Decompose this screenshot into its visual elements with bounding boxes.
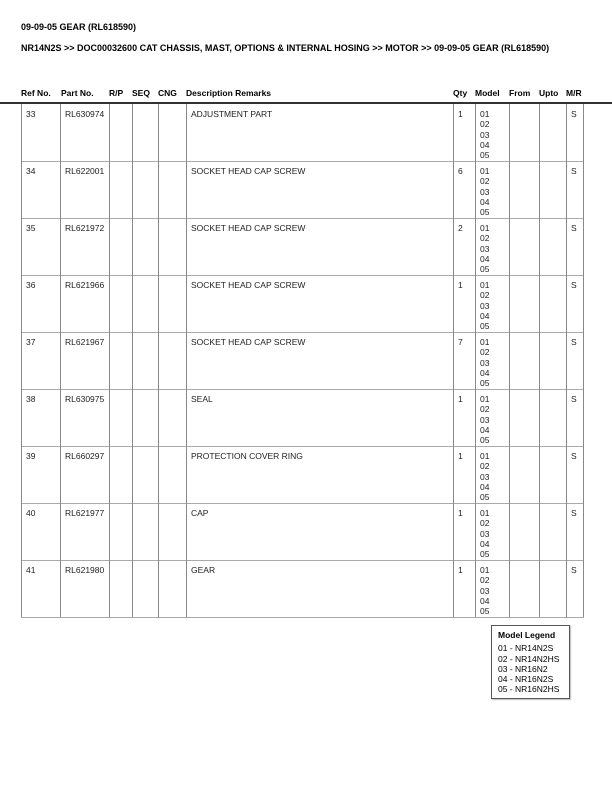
cell-empty (158, 104, 186, 161)
column-header: CNG (158, 88, 177, 98)
cell-part: RL660297 (60, 446, 109, 503)
table-row (21, 560, 584, 618)
cell-models: 01 02 03 04 05 (475, 389, 509, 446)
column-header: Model (475, 88, 500, 98)
cell-ref: 37 (21, 332, 60, 389)
column-header: Upto (539, 88, 559, 98)
legend-title: Model Legend (498, 630, 556, 640)
cell-empty (509, 161, 539, 218)
cell-ref: 41 (21, 560, 60, 617)
legend-item: 03 - NR16N2 (498, 663, 548, 674)
cell-empty (509, 560, 539, 617)
cell-models: 01 02 03 04 05 (475, 218, 509, 275)
cell-border (583, 389, 584, 446)
cell-desc: SOCKET HEAD CAP SCREW (186, 275, 453, 332)
cell-empty (539, 503, 566, 560)
cell-part: RL621967 (60, 332, 109, 389)
cell-part: RL621977 (60, 503, 109, 560)
cell-empty (132, 503, 158, 560)
cell-mr: S (566, 161, 584, 218)
cell-empty (539, 218, 566, 275)
cell-empty (109, 218, 132, 275)
column-header: R/P (109, 88, 124, 98)
cell-empty (132, 218, 158, 275)
cell-part: RL630974 (60, 104, 109, 161)
cell-empty (539, 389, 566, 446)
cell-empty (158, 332, 186, 389)
cell-qty: 1 (453, 104, 475, 161)
cell-border (583, 218, 584, 275)
column-header: M/R (566, 88, 582, 98)
legend-item: 02 - NR14N2HS (498, 653, 560, 664)
cell-ref: 40 (21, 503, 60, 560)
cell-empty (158, 389, 186, 446)
table-row (21, 104, 584, 162)
table-row (21, 503, 584, 561)
cell-mr: S (566, 389, 584, 446)
cell-empty (132, 389, 158, 446)
cell-border (583, 275, 584, 332)
cell-empty (509, 332, 539, 389)
cell-mr: S (566, 275, 584, 332)
cell-desc: SOCKET HEAD CAP SCREW (186, 332, 453, 389)
cell-qty: 2 (453, 218, 475, 275)
cell-empty (539, 332, 566, 389)
cell-qty: 1 (453, 560, 475, 617)
table-row (21, 332, 584, 390)
cell-desc: SOCKET HEAD CAP SCREW (186, 218, 453, 275)
cell-empty (109, 389, 132, 446)
cell-empty (109, 104, 132, 161)
column-header: From (509, 88, 531, 98)
cell-qty: 1 (453, 389, 475, 446)
table-row (21, 218, 584, 276)
cell-models: 01 02 03 04 05 (475, 446, 509, 503)
cell-desc: CAP (186, 503, 453, 560)
cell-models: 01 02 03 04 05 (475, 161, 509, 218)
legend-item: 04 - NR16N2S (498, 674, 554, 685)
cell-ref: 33 (21, 104, 60, 161)
cell-ref: 36 (21, 275, 60, 332)
cell-models: 01 02 03 04 05 (475, 560, 509, 617)
table-row (21, 446, 584, 504)
cell-qty: 1 (453, 446, 475, 503)
cell-empty (158, 503, 186, 560)
cell-qty: 1 (453, 275, 475, 332)
cell-part: RL621980 (60, 560, 109, 617)
cell-border (583, 560, 584, 617)
cell-desc: PROTECTION COVER RING (186, 446, 453, 503)
column-header: Part No. (61, 88, 94, 98)
cell-mr: S (566, 218, 584, 275)
cell-mr: S (566, 503, 584, 560)
cell-models: 01 02 03 04 05 (475, 275, 509, 332)
cell-mr: S (566, 560, 584, 617)
cell-empty (109, 560, 132, 617)
cell-empty (539, 104, 566, 161)
column-header: Ref No. (21, 88, 51, 98)
cell-part: RL630975 (60, 389, 109, 446)
cell-part: RL622001 (60, 161, 109, 218)
table-row (21, 161, 584, 219)
cell-empty (158, 275, 186, 332)
cell-border (583, 161, 584, 218)
cell-empty (109, 446, 132, 503)
cell-models: 01 02 03 04 05 (475, 104, 509, 161)
cell-empty (509, 218, 539, 275)
cell-empty (509, 275, 539, 332)
cell-part: RL621966 (60, 275, 109, 332)
cell-border (583, 104, 584, 161)
cell-part: RL621972 (60, 218, 109, 275)
cell-models: 01 02 03 04 05 (475, 503, 509, 560)
cell-ref: 34 (21, 161, 60, 218)
cell-empty (132, 275, 158, 332)
cell-ref: 35 (21, 218, 60, 275)
cell-empty (509, 389, 539, 446)
cell-empty (132, 161, 158, 218)
legend-item: 01 - NR14N2S (498, 643, 554, 654)
cell-empty (509, 104, 539, 161)
cell-qty: 1 (453, 503, 475, 560)
cell-empty (109, 275, 132, 332)
cell-empty (132, 560, 158, 617)
cell-empty (158, 161, 186, 218)
column-header: Description Remarks (186, 88, 272, 98)
cell-mr: S (566, 446, 584, 503)
cell-empty (539, 161, 566, 218)
cell-border (583, 332, 584, 389)
cell-qty: 6 (453, 161, 475, 218)
cell-empty (109, 161, 132, 218)
cell-empty (158, 218, 186, 275)
column-header: Qty (453, 88, 468, 98)
cell-desc: SEAL (186, 389, 453, 446)
cell-empty (109, 332, 132, 389)
table-row (21, 275, 584, 333)
cell-empty (132, 104, 158, 161)
cell-empty (539, 446, 566, 503)
cell-models: 01 02 03 04 05 (475, 332, 509, 389)
page-title: 09-09-05 GEAR (RL618590) (21, 22, 137, 32)
column-header: SEQ (132, 88, 150, 98)
cell-empty (132, 446, 158, 503)
cell-mr: S (566, 104, 584, 161)
cell-border (583, 503, 584, 560)
cell-empty (539, 560, 566, 617)
model-legend (491, 625, 570, 699)
cell-empty (132, 332, 158, 389)
cell-empty (509, 446, 539, 503)
cell-empty (109, 503, 132, 560)
cell-empty (158, 560, 186, 617)
cell-qty: 7 (453, 332, 475, 389)
cell-empty (509, 503, 539, 560)
cell-desc: ADJUSTMENT PART (186, 104, 453, 161)
cell-desc: SOCKET HEAD CAP SCREW (186, 161, 453, 218)
table-row (21, 389, 584, 447)
cell-ref: 38 (21, 389, 60, 446)
cell-ref: 39 (21, 446, 60, 503)
cell-border (583, 446, 584, 503)
cell-desc: GEAR (186, 560, 453, 617)
breadcrumb: NR14N2S >> DOC00032600 CAT CHASSIS, MAST, OPTIONS & INTERNAL HOSING >> MOTOR >> 09-09-05 GEAR (RL618590) (21, 43, 550, 53)
cell-empty (158, 446, 186, 503)
cell-empty (539, 275, 566, 332)
legend-item: 05 - NR16N2HS (498, 684, 560, 695)
cell-mr: S (566, 332, 584, 389)
